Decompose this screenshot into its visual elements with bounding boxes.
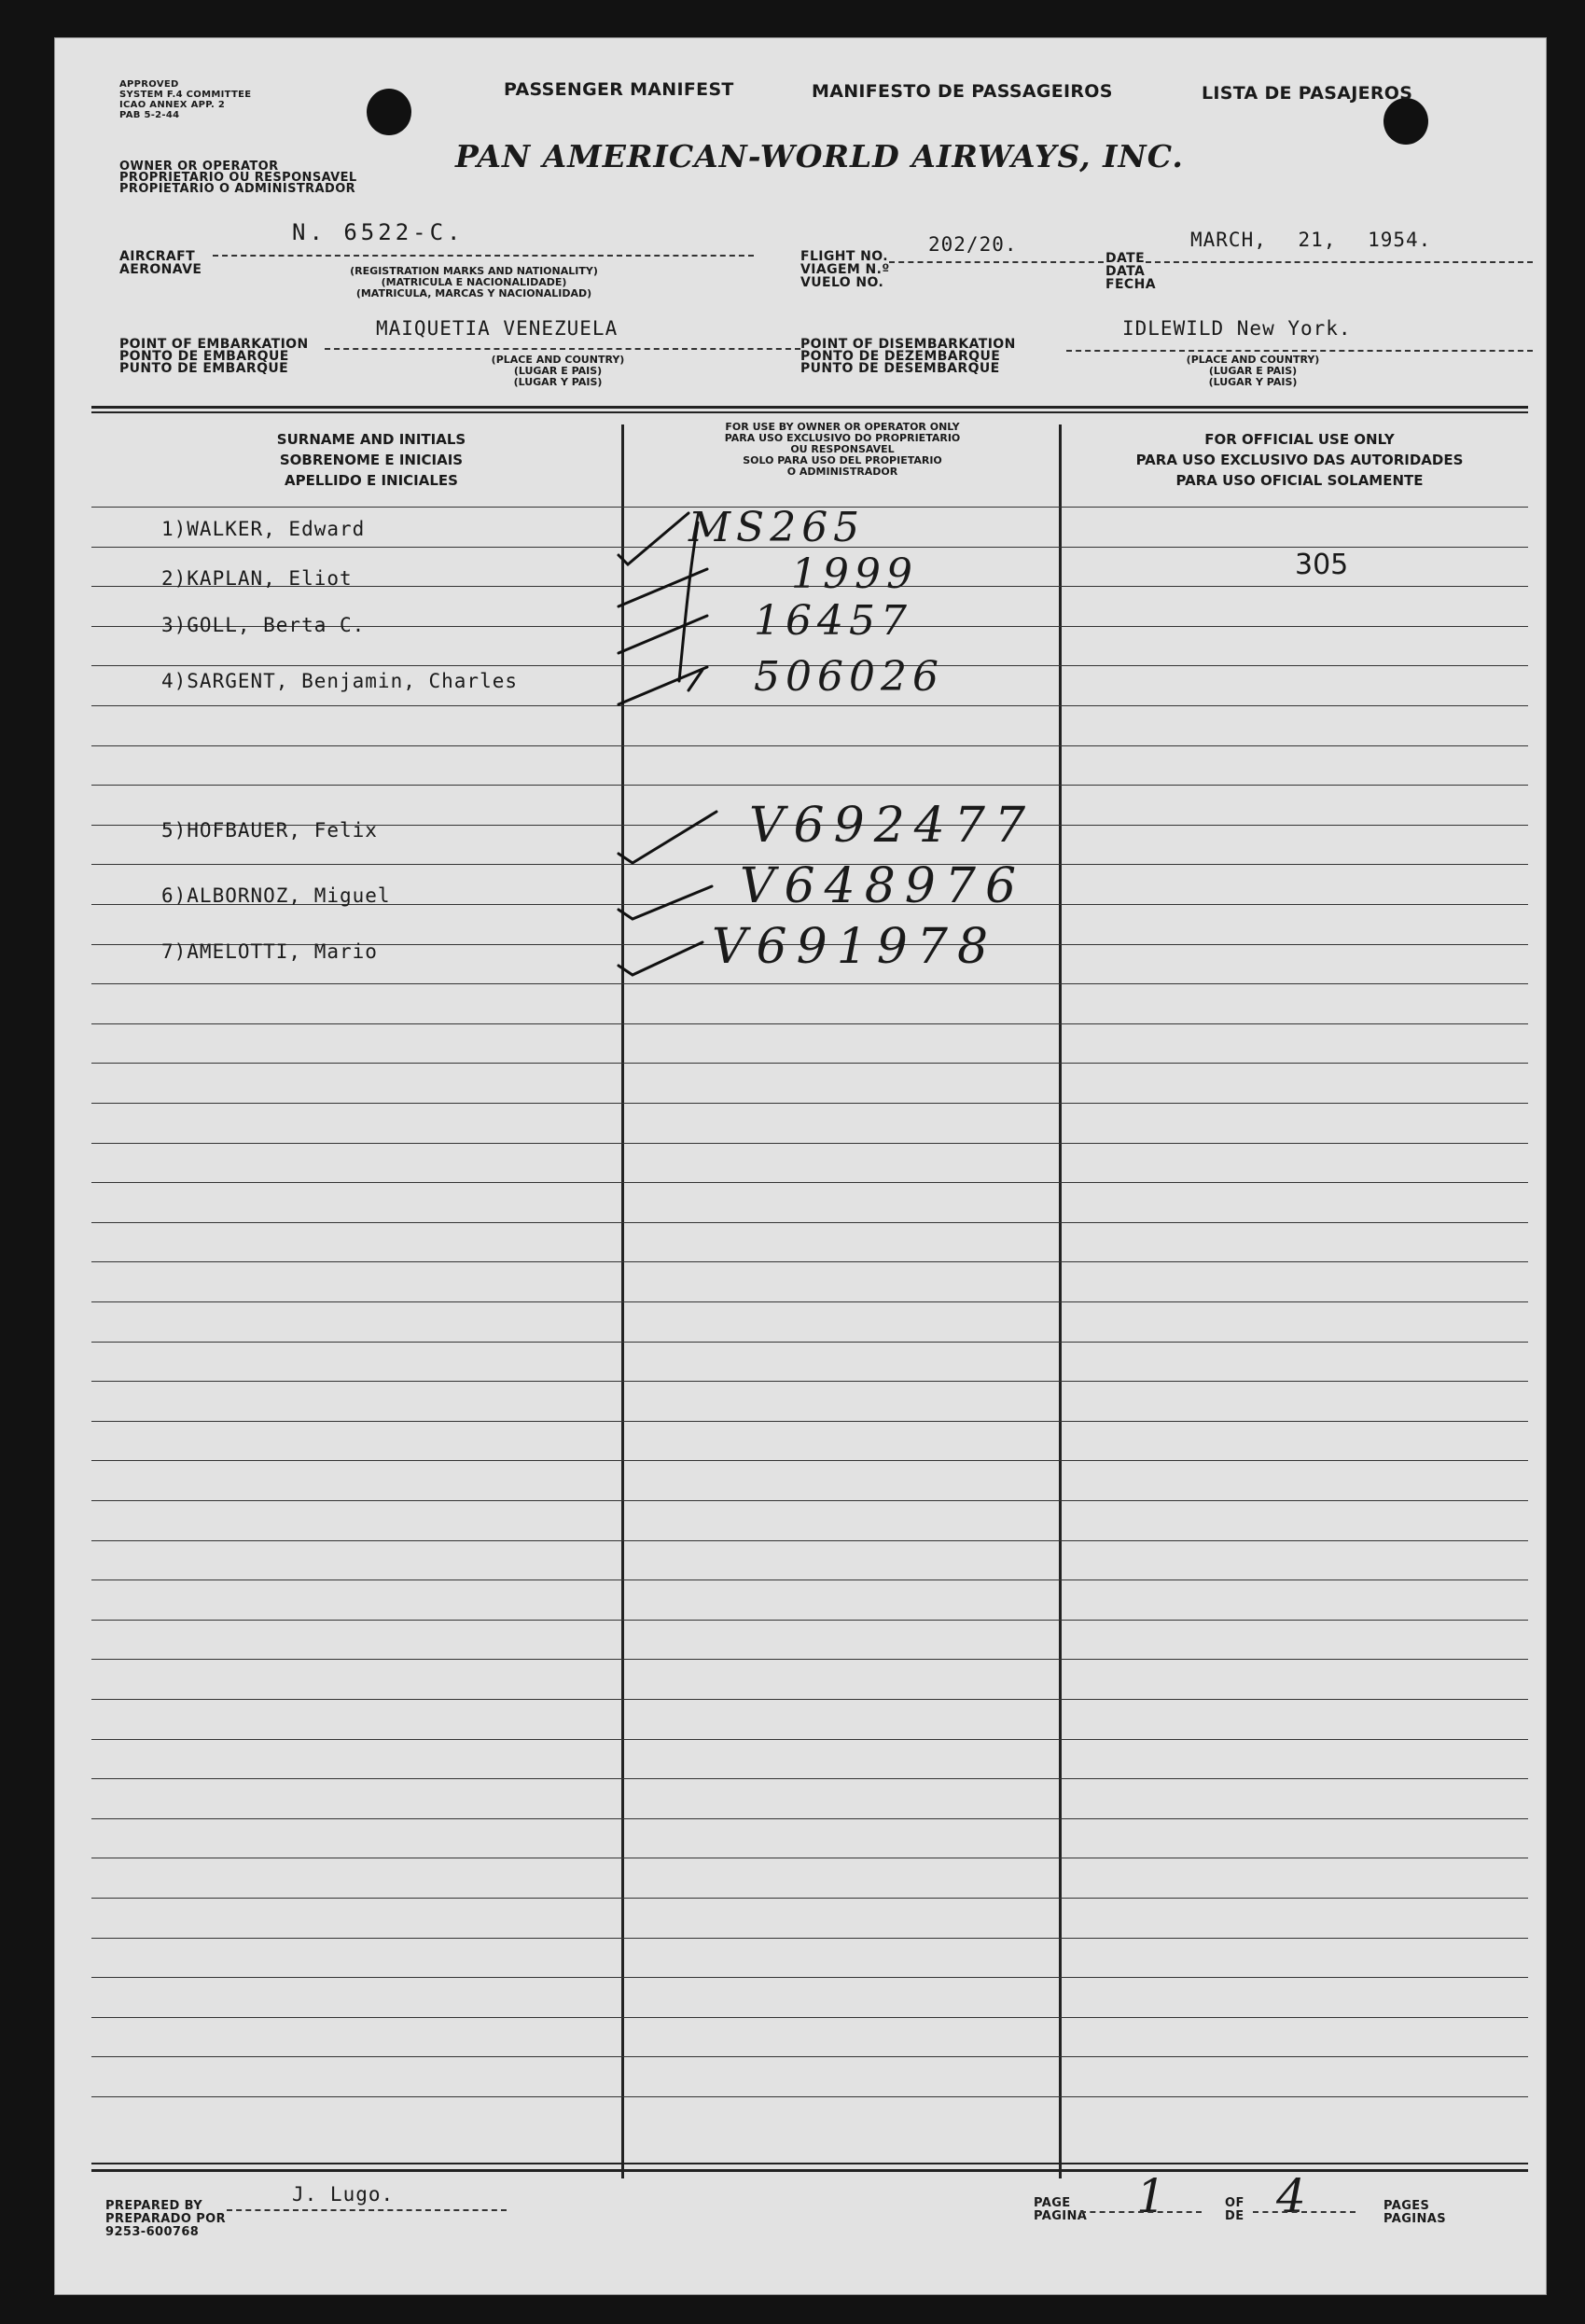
prepared-label-line: PREPARED BY (105, 2199, 203, 2213)
of-label (1225, 2197, 1244, 2223)
caption-line: (PLACE AND COUNTRY) (1186, 354, 1320, 366)
ruled-line (91, 1778, 1528, 1779)
ruled-line (91, 1938, 1528, 1939)
owner-label-line: PROPRIETARIO OU RESPONSAVEL (119, 171, 357, 185)
of-line (1253, 2211, 1356, 2213)
flight-label (800, 250, 890, 289)
pages-label-line: PAGES (1383, 2199, 1430, 2213)
flight-value: 202/20. (928, 233, 1018, 256)
column-head-line: PARA USO OFICIAL SOLAMENTE (1175, 472, 1424, 489)
approved-block (119, 79, 251, 120)
ruled-line (91, 1222, 1528, 1223)
passenger-name: 5)HOFBAUER, Felix (161, 819, 378, 842)
disembarkation-label-line: PONTO DE DEZEMBARQUE (800, 349, 1001, 364)
flight-line (889, 261, 1104, 263)
column-head-line: PARA USO EXCLUSIVO DAS AUTORIDADES (1135, 452, 1464, 468)
ruled-line (91, 1143, 1528, 1144)
column-head-names (138, 429, 605, 491)
approved-line: SYSTEM F.4 COMMITTEE (119, 90, 252, 100)
ruled-line (91, 1342, 1528, 1343)
check-mark (619, 886, 712, 919)
punch-hole (367, 89, 411, 135)
disembarkation-value: IDLEWILD New York. (1122, 317, 1352, 340)
ruled-line (91, 1977, 1528, 1978)
of-label-line: DE (1225, 2209, 1244, 2223)
owner-note: MS265 (688, 504, 866, 551)
ruled-line (91, 1261, 1528, 1262)
prepared-label-line: PREPARADO POR (105, 2212, 227, 2226)
date-label (1105, 252, 1156, 291)
ruled-line (91, 1182, 1528, 1183)
embarkation-line (325, 348, 800, 350)
punch-hole (1383, 98, 1428, 145)
ruled-line (91, 1500, 1528, 1501)
check-stroke (619, 667, 707, 704)
flight-label-line: VUELO NO. (800, 275, 884, 290)
form-number: 9253-600768 (105, 2225, 200, 2239)
caption-line: (REGISTRATION MARKS AND NATIONALITY) (350, 265, 598, 277)
manifest-sheet (54, 37, 1547, 2295)
caption-line: (LUGAR E PAIS) (1208, 365, 1298, 377)
passenger-name: 1)WALKER, Edward (161, 518, 366, 540)
caption-line: (PLACE AND COUNTRY) (491, 354, 625, 366)
page-label-line: PAGE (1034, 2196, 1071, 2210)
title-portuguese: MANIFESTO DE PASSAGEIROS (812, 81, 1113, 102)
column-head-line: O ADMINISTRADOR (786, 466, 898, 478)
disembarkation-caption (1160, 355, 1346, 388)
embarkation-label-line: POINT OF EMBARKATION (119, 337, 309, 352)
approved-line: PAB 5-2-44 (119, 110, 180, 120)
column-head-line: SOBRENOME E INICIAIS (279, 452, 464, 468)
caption-line: (MATRICULA, MARCAS Y NACIONALIDAD) (355, 287, 592, 299)
ruled-line (91, 1579, 1528, 1580)
page-label (1034, 2197, 1087, 2223)
check-stroke (619, 569, 707, 606)
embarkation-label-line: PUNTO DE EMBARQUE (119, 361, 289, 376)
passenger-name: 7)AMELOTTI, Mario (161, 940, 378, 963)
ruled-line (91, 1421, 1528, 1422)
disembarkation-label (800, 339, 1016, 375)
owner-note: V691978 (712, 919, 998, 975)
column-head-line: APELLIDO E INICIALES (285, 472, 458, 489)
passenger-name: 4)SARGENT, Benjamin, Charles (161, 670, 519, 692)
title-english: PASSENGER MANIFEST (504, 79, 734, 100)
page-line (1080, 2211, 1202, 2213)
disembarkation-label-line: PUNTO DE DESEMBARQUE (800, 361, 1000, 376)
title-spanish: LISTA DE PASAJEROS (1202, 83, 1413, 104)
table-top-rule (91, 406, 1528, 409)
owner-note: 16457 (754, 597, 912, 645)
ruled-line (91, 1620, 1528, 1621)
table-top-rule (91, 411, 1528, 413)
embarkation-caption (465, 355, 651, 388)
caption-line: (MATRICULA E NACIONALIDADE) (381, 276, 567, 288)
aircraft-label-line: AIRCRAFT (119, 249, 196, 264)
approved-line: ICAO ANNEX APP. 2 (119, 100, 226, 110)
official-note: 305 (1295, 549, 1349, 581)
ruled-line (91, 1103, 1528, 1104)
of-label-line: OF (1225, 2196, 1244, 2210)
owner-note: 506026 (754, 653, 944, 701)
owner-label-line: PROPIETARIO O ADMINISTRADOR (119, 182, 356, 196)
column-head-line: FOR USE BY OWNER OR OPERATOR ONLY (725, 421, 960, 433)
date-value: MARCH, 21, 1954. (1190, 229, 1432, 251)
check-stroke (679, 522, 698, 681)
disembarkation-line (1066, 350, 1533, 352)
check-mark (619, 812, 716, 863)
table-bottom-rule (91, 2169, 1528, 2172)
owner-note: 1999 (791, 550, 918, 598)
owner-label-line: OWNER OR OPERATOR (119, 160, 279, 174)
passenger-name: 3)GOLL, Berta C. (161, 614, 366, 636)
passenger-name: 6)ALBORNOZ, Miguel (161, 884, 391, 907)
ruled-line (91, 1540, 1528, 1541)
ruled-line (91, 1898, 1528, 1899)
owner-note: V692477 (749, 798, 1036, 854)
caption-line: (LUGAR Y PAIS) (1208, 376, 1298, 388)
page-value: 1 (1136, 2169, 1172, 2223)
caption-line: (LUGAR Y PAIS) (513, 376, 603, 388)
ruled-line (91, 1301, 1528, 1302)
column-head-line: SURNAME AND INITIALS (276, 431, 466, 448)
check-stroke (619, 616, 707, 653)
ruled-line (91, 1659, 1528, 1660)
prepared-value: J. Lugo. (292, 2183, 395, 2206)
aircraft-value: N. 6522-C. (292, 219, 465, 245)
owner-note: V648976 (740, 858, 1026, 914)
aircraft-caption (334, 266, 614, 299)
approved-line: APPROVED (119, 79, 179, 90)
check-marks (577, 504, 819, 1026)
pages-label-line: PAGINAS (1383, 2212, 1447, 2226)
aircraft-label (119, 250, 202, 276)
owner-label (119, 161, 357, 195)
embarkation-label-line: PONTO DE EMBARQUE (119, 349, 289, 364)
ruled-line (91, 2017, 1528, 2018)
table-bottom-rule (91, 2163, 1528, 2164)
pages-label (1383, 2200, 1446, 2226)
column-head-line: PARA USO EXCLUSIVO DO PROPRIETARIO (724, 432, 961, 444)
ruled-line (91, 1460, 1528, 1461)
prepared-label (105, 2200, 226, 2239)
aircraft-label-line: AERONAVE (119, 262, 202, 277)
date-label-line: DATE (1105, 251, 1146, 266)
prepared-line (227, 2209, 507, 2211)
date-label-line: FECHA (1105, 277, 1156, 292)
column-head-official (1066, 429, 1533, 491)
ruled-line (91, 1063, 1528, 1064)
column-head-line: SOLO PARA USO DEL PROPIETARIO (743, 454, 942, 466)
airline-name: PAN AMERICAN-WORLD AIRWAYS, INC. (455, 138, 1184, 174)
ruled-line (91, 1739, 1528, 1740)
column-head-line: FOR OFFICIAL USE ONLY (1204, 431, 1395, 448)
disembarkation-label-line: POINT OF DISEMBARKATION (800, 337, 1016, 352)
embarkation-label (119, 339, 309, 375)
caption-line: (LUGAR E PAIS) (513, 365, 603, 377)
column-head-owner (628, 422, 1057, 478)
ruled-line (91, 1381, 1528, 1382)
date-label-line: DATA (1105, 264, 1146, 279)
check-mark (619, 942, 702, 975)
page-label-line: PAGINA (1034, 2209, 1088, 2223)
of-value: 4 (1276, 2169, 1312, 2223)
check-mark (619, 513, 688, 564)
aircraft-line (213, 255, 754, 257)
flight-label-line: FLIGHT NO. (800, 249, 888, 264)
embarkation-value: MAIQUETIA VENEZUELA (376, 317, 619, 340)
flight-label-line: VIAGEM N.º (800, 262, 890, 277)
ruled-line (91, 1818, 1528, 1819)
ruled-line (91, 1699, 1528, 1700)
date-line (1146, 261, 1533, 263)
ruled-line (91, 2056, 1528, 2057)
passenger-name: 2)KAPLAN, Eliot (161, 567, 353, 590)
ruled-line (91, 2096, 1528, 2097)
column-head-line: OU RESPONSAVEL (790, 443, 895, 455)
